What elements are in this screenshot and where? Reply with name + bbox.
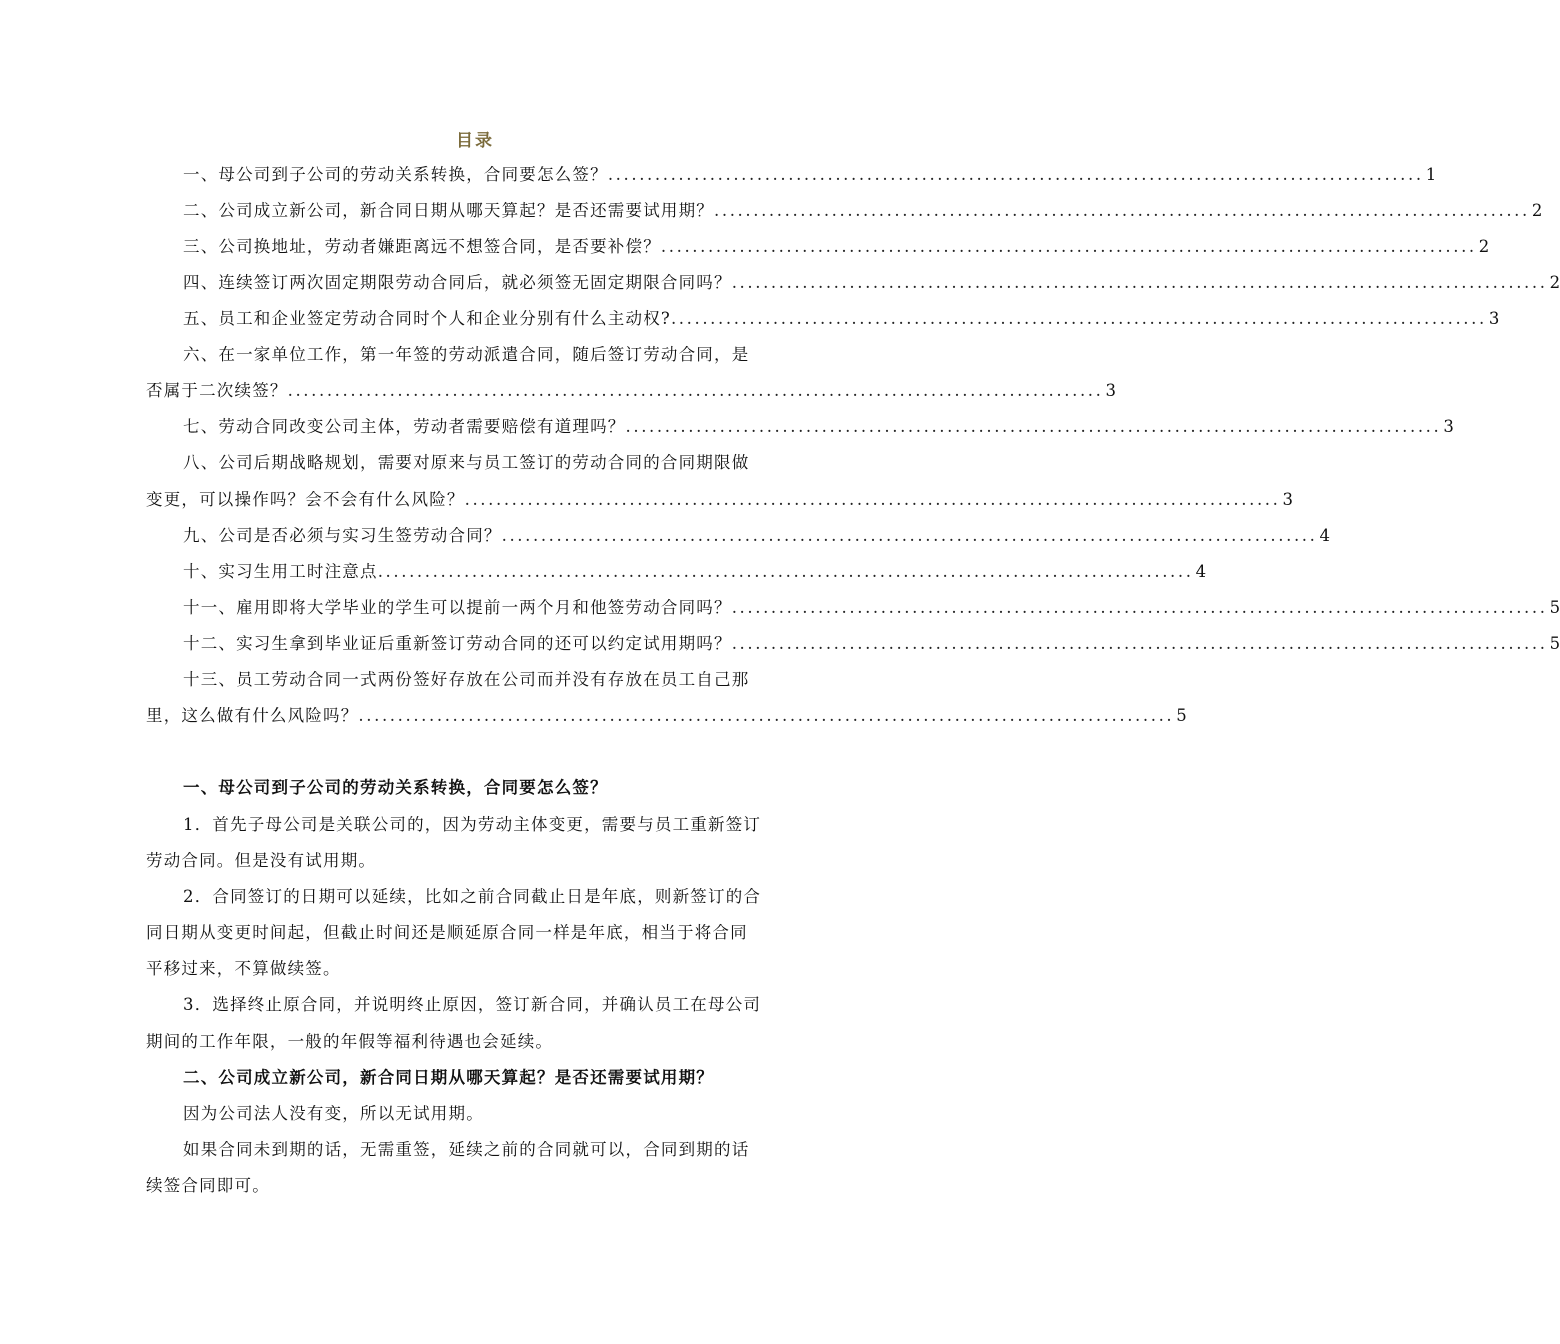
toc-page-number: 4 <box>1319 526 1330 545</box>
toc-entry-text: 二、公司成立新公司，新合同日期从哪天算起？是否还需要试用期？ <box>183 201 714 220</box>
toc-leader-dots: ........................................................................................................ <box>714 201 1530 220</box>
toc-entry-text: 十、实习生用工时注意点 <box>183 562 378 581</box>
toc-page-number: 2 <box>1531 201 1543 220</box>
toc-entry[interactable] <box>183 308 1500 330</box>
toc-leader-dots: ........................................................................................................ <box>377 562 1194 581</box>
toc-leader-dots: ........................................................................................................ <box>501 526 1318 545</box>
paragraph-line: 1．首先子母公司是关联公司的，因为劳动主体变更，需要与员工重新签订 <box>183 815 762 834</box>
paragraph-line: 期间的工作年限，一般的年假等福利待遇也会延续。 <box>146 1032 554 1051</box>
paragraph-line: 2．合同签订的日期可以延续，比如之前合同截止日是年底，则新签订的合 <box>183 887 762 906</box>
toc-leader-dots: ........................................................................................................ <box>660 237 1477 256</box>
toc-page-number: 3 <box>1443 417 1454 436</box>
toc-entry-text: 五、员工和企业签定劳动合同时个人和企业分别有什么主动权? <box>183 309 671 328</box>
section-heading-1: 一、母公司到子公司的劳动关系转换，合同要怎么签？ <box>183 778 608 797</box>
toc-entry[interactable] <box>146 380 1116 402</box>
toc-page-number: 5 <box>1549 634 1560 653</box>
toc-leader-dots: ........................................................................................................ <box>731 634 1548 653</box>
toc-leader-dots: ........................................................................................................ <box>670 309 1487 328</box>
toc-leader-dots: ........................................................................................................ <box>287 381 1104 400</box>
section-heading-2: 二、公司成立新公司，新合同日期从哪天算起？是否还需要试用期？ <box>183 1068 714 1087</box>
toc-entry-text-line2: 里，这么做有什么风险吗？ <box>146 706 359 725</box>
toc-title: 目录 <box>456 131 494 151</box>
paragraph-line: 同日期从变更时间起，但截止时间还是顺延原合同一样是年底，相当于将合同 <box>146 923 748 942</box>
toc-entry[interactable] <box>183 525 1330 547</box>
toc-entry[interactable] <box>183 597 1560 619</box>
toc-entry-text-line1[interactable]: 八、公司后期战略规划，需要对原来与员工签订的劳动合同的合同期限做 <box>183 453 750 472</box>
toc-entry-text-line2: 变更，可以操作吗？会不会有什么风险？ <box>146 490 465 509</box>
toc-entry-text: 七、劳动合同改变公司主体，劳动者需要赔偿有道理吗？ <box>183 417 626 436</box>
toc-entry-text-line2: 否属于二次续签？ <box>146 381 288 400</box>
toc-entry[interactable] <box>183 416 1454 438</box>
toc-page-number: 3 <box>1105 381 1116 400</box>
toc-entry-text: 十二、实习生拿到毕业证后重新签订劳动合同的还可以约定试用期吗？ <box>183 634 732 653</box>
toc-entry-text: 九、公司是否必须与实习生签劳动合同？ <box>183 526 502 545</box>
toc-leader-dots: ........................................................................................................ <box>358 706 1175 725</box>
toc-page-number: 1 <box>1425 165 1437 184</box>
toc-entry[interactable] <box>183 164 1437 186</box>
toc-entry[interactable] <box>183 200 1543 222</box>
toc-page-number: 3 <box>1282 490 1293 509</box>
toc-leader-dots: ........................................................................................................ <box>625 417 1442 436</box>
toc-page-number: 3 <box>1488 309 1500 328</box>
toc-entry[interactable] <box>183 272 1560 294</box>
toc-entry[interactable] <box>183 236 1490 258</box>
toc-page-number: 2 <box>1549 273 1560 292</box>
paragraph-line: 续签合同即可。 <box>146 1176 270 1195</box>
toc-entry[interactable] <box>183 561 1207 583</box>
toc-entry-text: 十一、雇用即将大学毕业的学生可以提前一两个月和他签劳动合同吗？ <box>183 598 732 617</box>
toc-leader-dots: ........................................................................................................ <box>731 273 1548 292</box>
paragraph-line: 如果合同未到期的话，无需重签，延续之前的合同就可以，合同到期的话 <box>183 1140 750 1159</box>
toc-leader-dots: ........................................................................................................ <box>607 165 1424 184</box>
paragraph-line: 平移过来，不算做续签。 <box>146 959 341 978</box>
toc-entry-text-line1[interactable]: 十三、员工劳动合同一式两份签好存放在公司而并没有存放在员工自己那 <box>183 670 750 689</box>
toc-page-number: 5 <box>1176 706 1187 725</box>
toc-entry-text: 一、母公司到子公司的劳动关系转换，合同要怎么签？ <box>183 165 608 184</box>
toc-page-number: 5 <box>1549 598 1560 617</box>
toc-entry-text: 三、公司换地址，劳动者嫌距离远不想签合同，是否要补偿？ <box>183 237 661 256</box>
toc-entry[interactable] <box>183 633 1560 655</box>
paragraph-line: 因为公司法人没有变，所以无试用期。 <box>183 1104 484 1123</box>
toc-leader-dots: ........................................................................................................ <box>464 490 1281 509</box>
toc-page-number: 2 <box>1478 237 1490 256</box>
toc-entry[interactable] <box>146 705 1187 727</box>
toc-entry[interactable] <box>146 489 1293 511</box>
paragraph-line: 3．选择终止原合同，并说明终止原因，签订新合同，并确认员工在母公司 <box>183 995 762 1014</box>
toc-entry-text: 四、连续签订两次固定期限劳动合同后，就必须签无固定期限合同吗？ <box>183 273 732 292</box>
toc-leader-dots: ........................................................................................................ <box>731 598 1548 617</box>
paragraph-line: 劳动合同。但是没有试用期。 <box>146 851 377 870</box>
toc-entry-text-line1[interactable]: 六、在一家单位工作，第一年签的劳动派遣合同，随后签订劳动合同，是 <box>183 345 750 364</box>
toc-page-number: 4 <box>1195 562 1207 581</box>
